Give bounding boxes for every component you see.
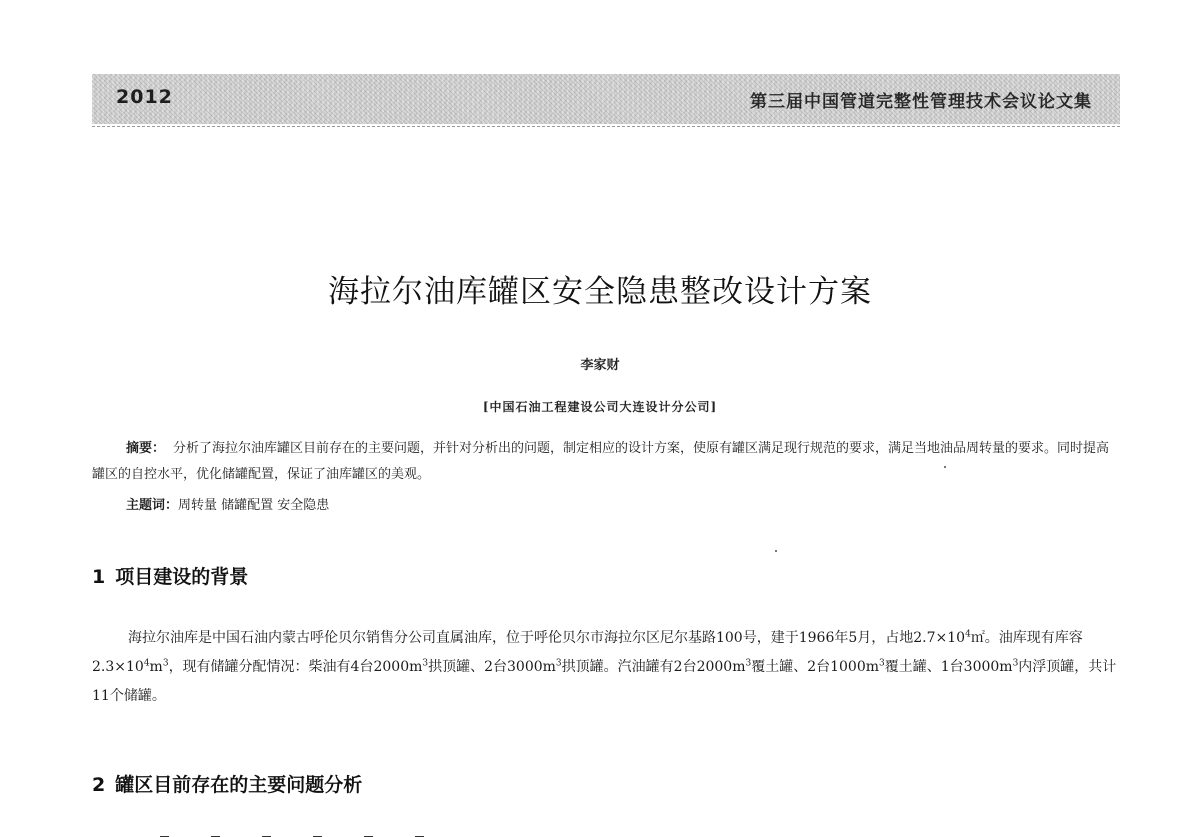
body-text: m — [149, 659, 163, 675]
section-title: 罐区目前存在的主要问题分析 — [115, 774, 363, 796]
body-text: 海拉尔油库是中国石油内蒙古呼伦贝尔销售分公司直属油库，位于呼伦贝尔市海拉尔区尼尔基路100号，建于1966年5月，占地2.7×10 — [128, 630, 966, 646]
keywords-text: 周转量 储罐配置 安全隐患 — [178, 498, 330, 513]
body-text: 内浮顶罐，共计11个储罐。 — [92, 659, 1117, 704]
body-text: ，现有储罐分配情况：柴油有4台2000m — [168, 659, 423, 675]
running-header — [92, 74, 1120, 124]
abstract — [92, 436, 1122, 488]
superscript: 3 — [422, 658, 429, 669]
section-title: 项目建设的背景 — [115, 566, 249, 588]
keywords-label: 主题词： — [126, 498, 179, 513]
cut-off-text-line — [160, 830, 480, 837]
keywords — [126, 493, 329, 519]
superscript: 3 — [162, 658, 169, 669]
section-1-paragraph — [92, 624, 1122, 711]
scan-speck — [944, 466, 946, 468]
header-conference-title: 第三届中国管道完整性管理技术会议论文集 — [750, 92, 1092, 112]
abstract-text: 分析了海拉尔油库罐区目前存在的主要问题，并针对分析出的问题，制定相应的设计方案，使原有罐区满足现行规范的要求，满足当地油品周转量的要求。同时提高罐区的自控水平，优化储罐配置，保证了油库罐区的美观。 — [92, 441, 1110, 482]
superscript: 3 — [745, 658, 752, 669]
body-text: 覆土罐、1台3000m — [884, 659, 1013, 675]
abstract-label: 摘要： — [126, 441, 166, 456]
author-affiliation: [中国石油工程建设公司大连设计分公司] — [482, 400, 718, 414]
header-divider — [92, 126, 1120, 127]
scan-speck — [775, 550, 777, 552]
body-text: 拱顶罐、2台3000m — [428, 659, 556, 675]
section-number: 2 — [92, 774, 106, 796]
body-text: 覆土罐、2台1000m — [751, 659, 880, 675]
superscript: 4 — [143, 658, 150, 669]
section-heading — [92, 770, 362, 797]
superscript: 3 — [879, 658, 885, 669]
header-year: 2012 — [116, 86, 173, 108]
author-name: 李家财 — [580, 358, 620, 373]
superscript: 4 — [965, 629, 971, 640]
body-text: 拱顶罐。汽油罐有2台2000m — [561, 659, 746, 675]
superscript: 3 — [555, 658, 562, 669]
body-text: ㎡。油库现有库容2.3×10 — [92, 630, 1083, 675]
superscript: 3 — [1012, 658, 1019, 669]
section-heading — [92, 562, 248, 589]
paper-title: 海拉尔油库罐区安全隐患整改设计方案 — [328, 274, 872, 310]
section-number: 1 — [92, 566, 106, 588]
